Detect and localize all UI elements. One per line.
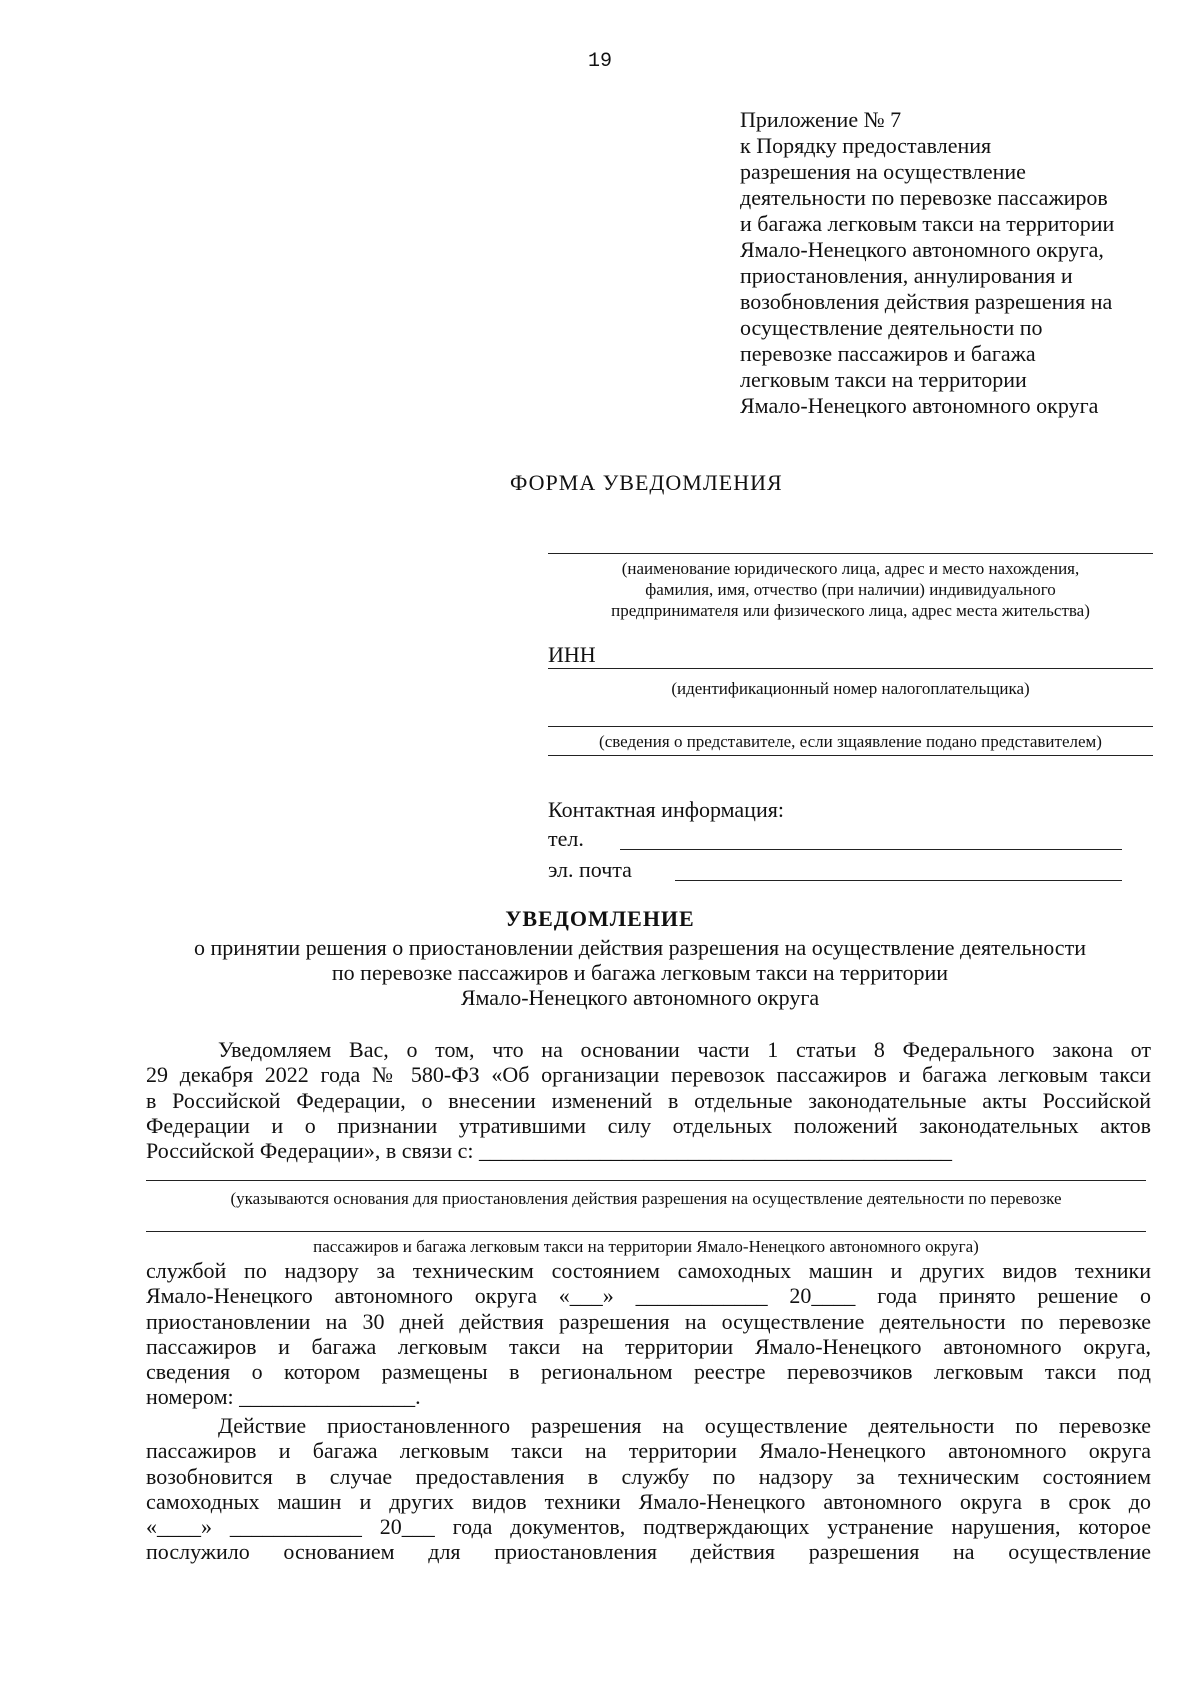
addressee-name-line xyxy=(548,553,1153,554)
page-number: 19 xyxy=(587,50,612,73)
reason-caption-1: (указываются основания для приостановления действия разрешения на осуществление деятельности по перевозке xyxy=(230,1189,1062,1208)
phone-field-line[interactable] xyxy=(620,849,1122,850)
appendix-block xyxy=(740,107,1170,419)
inn-caption: (идентификационный номер налогоплательщика) xyxy=(671,679,1030,698)
contacts-heading: Контактная информация: xyxy=(548,797,784,822)
inn-line xyxy=(548,668,1153,669)
appendix-line: Приложение № 7 xyxy=(740,107,902,132)
email-label: эл. почта xyxy=(548,857,632,882)
phone-label: тел. xyxy=(548,826,584,851)
notice-subtitle: о принятии решения о приостановлении действия разрешения на осуществление деятельности по перевозке пассажиров и багажа легковым такси на территории Ямало-Ненецкого автономного округа xyxy=(194,935,1086,1010)
appendix-line: деятельности по перевозке пассажиров xyxy=(740,185,1108,210)
form-title: ФОРМА УВЕДОМЛЕНИЯ xyxy=(510,470,783,495)
appendix-line: осуществление деятельности по xyxy=(740,315,1043,340)
appendix-line: разрешения на осуществление xyxy=(740,159,1026,184)
appendix-line: к Порядку предоставления xyxy=(740,133,992,158)
addressee-caption: (наименование юридического лица, адрес и место нахождения, фамилия, имя, отчество (при наличии) индивидуального предпринимателя или физического лица, адрес места жительства) xyxy=(611,559,1090,620)
representative-line xyxy=(548,726,1153,727)
representative-underline xyxy=(548,755,1153,756)
appendix-line: Ямало-Ненецкого автономного округа xyxy=(740,393,1099,418)
email-field-line[interactable] xyxy=(675,880,1122,881)
paragraph-1: Уведомляем Вас, о том, что на основании части 1 статьи 8 Федерального закона от 29 декабря 2022 года № 580-ФЗ «Об организации перевозок пассажиров и багажа легковым такси в Российской Федерации, о внесении изменений в отдельные законодательные акты Российской Федерации и о признании утратившими силу отдельных положений законодательных актов Российской Федерации», в связи с: ___________________________________________ xyxy=(146,1037,1151,1164)
reason-line-1 xyxy=(146,1180,1146,1181)
appendix-line: возобновления действия разрешения на xyxy=(740,289,1113,314)
representative-caption: (сведения о представителе, если зщаявление подано представителем) xyxy=(599,732,1102,751)
reason-line-2 xyxy=(146,1231,1146,1232)
appendix-line: Ямало-Ненецкого автономного округа, xyxy=(740,237,1104,262)
appendix-line: приостановления, аннулирования и xyxy=(740,263,1073,288)
notice-title: УВЕДОМЛЕНИЕ xyxy=(505,906,695,931)
inn-label: ИНН xyxy=(548,642,596,667)
reason-caption-2: пассажиров и багажа легковым такси на территории Ямало-Ненецкого автономного округа) xyxy=(313,1237,979,1256)
appendix-line: и багажа легковым такси на территории xyxy=(740,211,1115,236)
appendix-line: перевозке пассажиров и багажа xyxy=(740,341,1036,366)
appendix-line: легковым такси на территории xyxy=(740,367,1027,392)
paragraph-2: службой по надзору за техническим состоянием самоходных машин и других видов техники Ямало-Ненецкого автономного округа «___» ____________ 20____ года принято решение о приостановлении на 30 дней действия разрешения на осуществление деятельности по перевозке пассажиров и багажа легковым такси на территории Ямало-Ненецкого автономного округа, сведения о котором размещены в региональном реестре перевозчиков легковым такси под номером: ________________. xyxy=(146,1258,1151,1410)
paragraph-3: Действие приостановленного разрешения на осуществление деятельности по перевозке пассажиров и багажа легковым такси на территории Ямало-Ненецкого автономного округа возобновится в случае предоставления в службу по надзору за техническим состоянием самоходных машин и других видов техники Ямало-Ненецкого автономного округа в срок до «____» ____________ 20___ года документов, подтверждающих устранение нарушения, которое послужило основанием для приостановления действия разрешения на осуществление xyxy=(146,1413,1151,1565)
